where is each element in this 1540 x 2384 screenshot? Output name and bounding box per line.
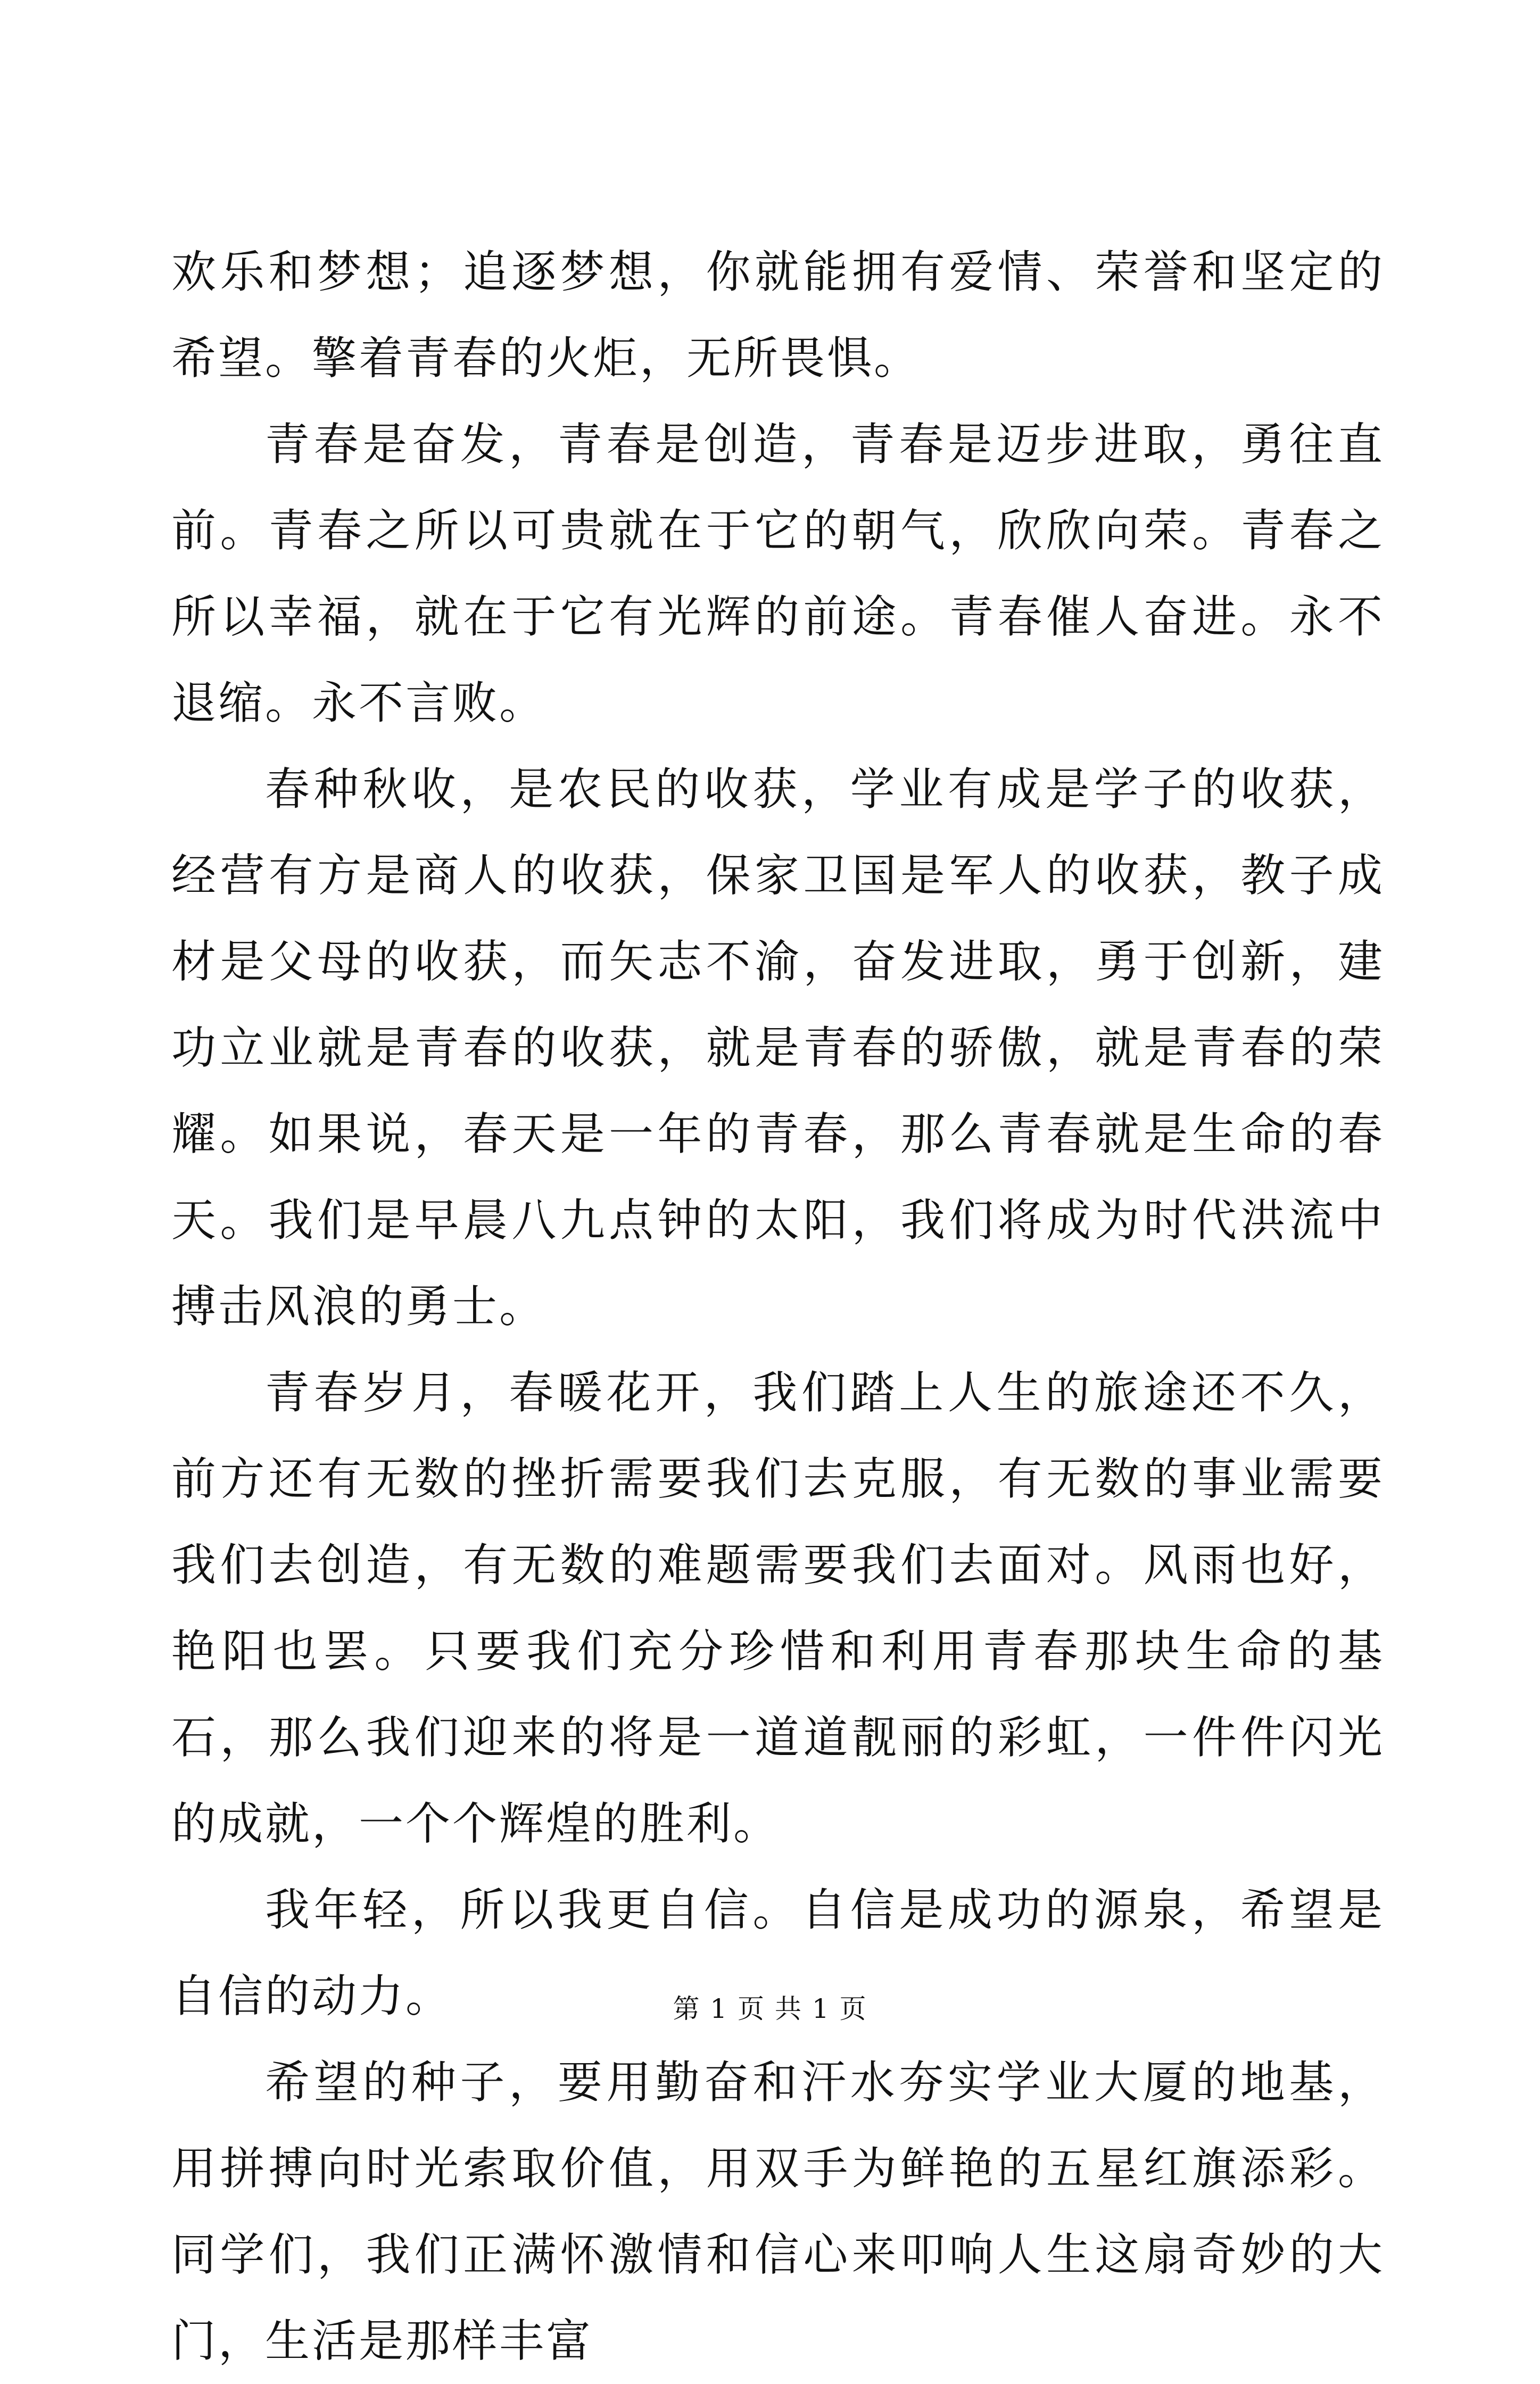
paragraph-2: 青春是奋发，青春是创造，青春是迈步进取，勇往直前。青春之所以可贵就在于它的朝气，欣欣向荣。青春之所以幸福，就在于它有光辉的前途。青春催人奋进。永不退缩。永不言败。 (171, 418, 1385, 729)
paragraph-6: 希望的种子，要用勤奋和汗水夯实学业大厦的地基，用拼搏向时光索取价值，用双手为鲜艳的五星红旗添彩。同学们，我们正满怀激情和信心来叩响人生这扇奇妙的大门，生活是那样丰富 (171, 2056, 1385, 2367)
page-footer: 第 1 页 共 1 页 (673, 1993, 867, 2024)
paragraph-5: 我年轻，所以我更自信。自信是成功的源泉，希望是自信的动力。 (171, 1884, 1385, 2022)
paragraph-1: 欢乐和梦想；追逐梦想，你就能拥有爱情、荣誉和坚定的希望。擎着青春的火炬，无所畏惧。 (171, 246, 1385, 384)
paragraph-3: 春种秋收，是农民的收获，学业有成是学子的收获，经营有方是商人的收获，保家卫国是军人的收获，教子成材是父母的收获，而矢志不渝，奋发进取，勇于创新，建功立业就是青春的收获，就是青春的骄傲，就是青春的荣耀。如果说，春天是一年的青春，那么青春就是生命的春天。我们是早晨八九点钟的太阳，我们将成为时代洪流中搏击风浪的勇士。 (171, 763, 1385, 1332)
paragraph-4: 青春岁月，春暖花开，我们踏上人生的旅途还不久，前方还有无数的挫折需要我们去克服，有无数的事业需要我们去创造，有无数的难题需要我们去面对。风雨也好，艳阳也罢。只要我们充分珍惜和利用青春那块生命的基石，那么我们迎来的将是一道道靓丽的彩虹，一件件闪光的成就，一个个辉煌的胜利。 (171, 1367, 1385, 1850)
document-body (171, 229, 1385, 2384)
